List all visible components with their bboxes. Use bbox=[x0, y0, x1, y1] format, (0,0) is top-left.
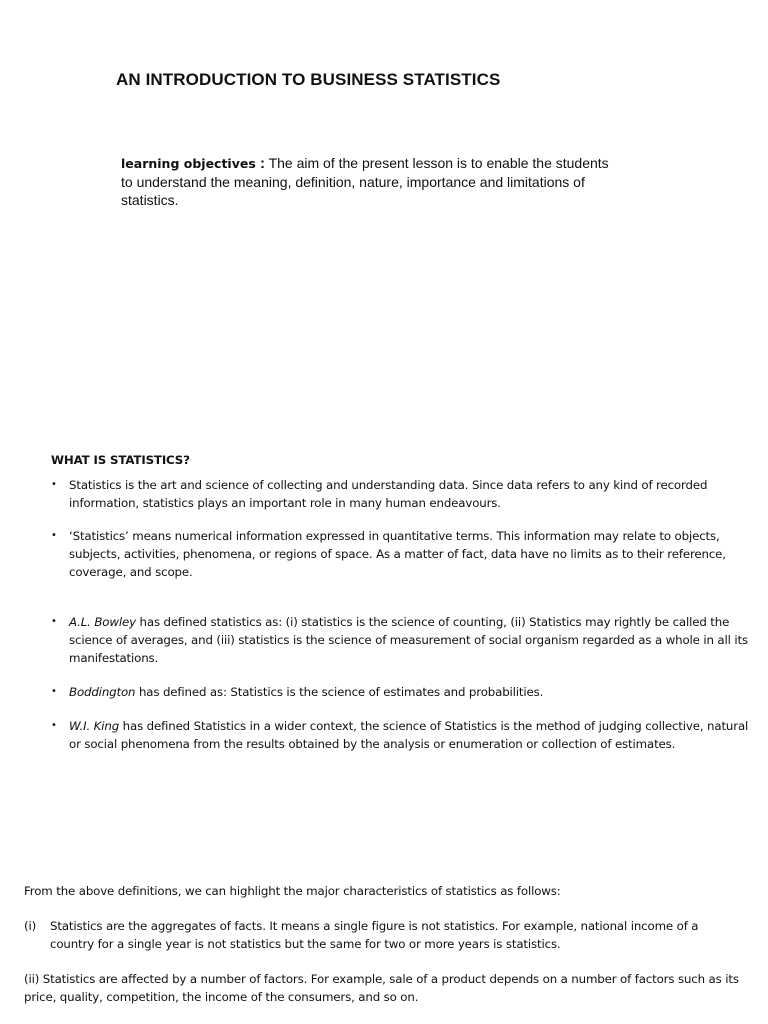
bullet-text: has defined statistics as: (i) statistics is the science of counting, (ii) Statistics may rightly be called the science of averages, and (iii) statistics is the science of measurement of social organism regarded as a whole in all its manifestations. bbox=[69, 615, 748, 665]
learning-objectives-colon: : bbox=[255, 155, 265, 172]
author-name: A.L. Bowley bbox=[69, 615, 136, 629]
bullet-icon: • bbox=[51, 720, 57, 731]
bullet-icon: • bbox=[51, 479, 57, 490]
bullet-icon: • bbox=[51, 616, 57, 627]
learning-objectives-text: The aim of the present lesson is to enable the students to understand the meaning, definition, nature, importance and limitations of statistics. bbox=[121, 155, 609, 208]
bullet-text: has defined Statistics in a wider context, the science of Statistics is the method of judging collective, natural or social phenomena from the results obtained by the analysis or enumeration or collection of estimates. bbox=[69, 719, 749, 751]
bullet-icon: • bbox=[51, 686, 57, 697]
bullet-text: ‘Statistics’ means numerical information expressed in quantitative terms. This information may relate to objects, subjects, activities, phenomena, or regions of space. As a matter of fact, data have no limits as to their reference, coverage, and scope. bbox=[69, 529, 726, 579]
author-name: Boddington bbox=[69, 685, 136, 699]
bullet-icon: • bbox=[51, 530, 57, 541]
item-number: (i) bbox=[24, 919, 37, 933]
item-text: Statistics are the aggregates of facts. It means a single figure is not statistics. For example, national income of a country for a single year is not statistics but the same for two or more years is statistics. bbox=[50, 919, 699, 951]
document-title: AN INTRODUCTION TO BUSINESS STATISTICS bbox=[116, 70, 501, 89]
what-is-statistics-heading: WHAT IS STATISTICS? bbox=[51, 453, 190, 467]
bullet-text-wrapper bbox=[69, 613, 754, 667]
author-name: W.I. King bbox=[69, 719, 120, 733]
characteristics-intro: From the above definitions, we can highlight the major characteristics of statistics as follows: bbox=[24, 884, 561, 898]
bullet-text: Statistics is the art and science of collecting and understanding data. Since data refers to any kind of recorded information, statistics plays an important role in many human endeavours. bbox=[69, 478, 708, 510]
bullet-text-wrapper bbox=[69, 717, 754, 753]
learning-objectives-label: learning objectives bbox=[121, 156, 256, 171]
characteristic-item-2: (ii) Statistics are affected by a number of factors. For example, sale of a product depends on a number of factors such as its price, quality, competition, the income of the consumers, and so on. bbox=[24, 972, 739, 1004]
bullet-text-wrapper bbox=[69, 683, 754, 701]
learning-objectives bbox=[121, 154, 621, 209]
bullet-text: has defined as: Statistics is the science of estimates and probabilities. bbox=[135, 685, 544, 699]
